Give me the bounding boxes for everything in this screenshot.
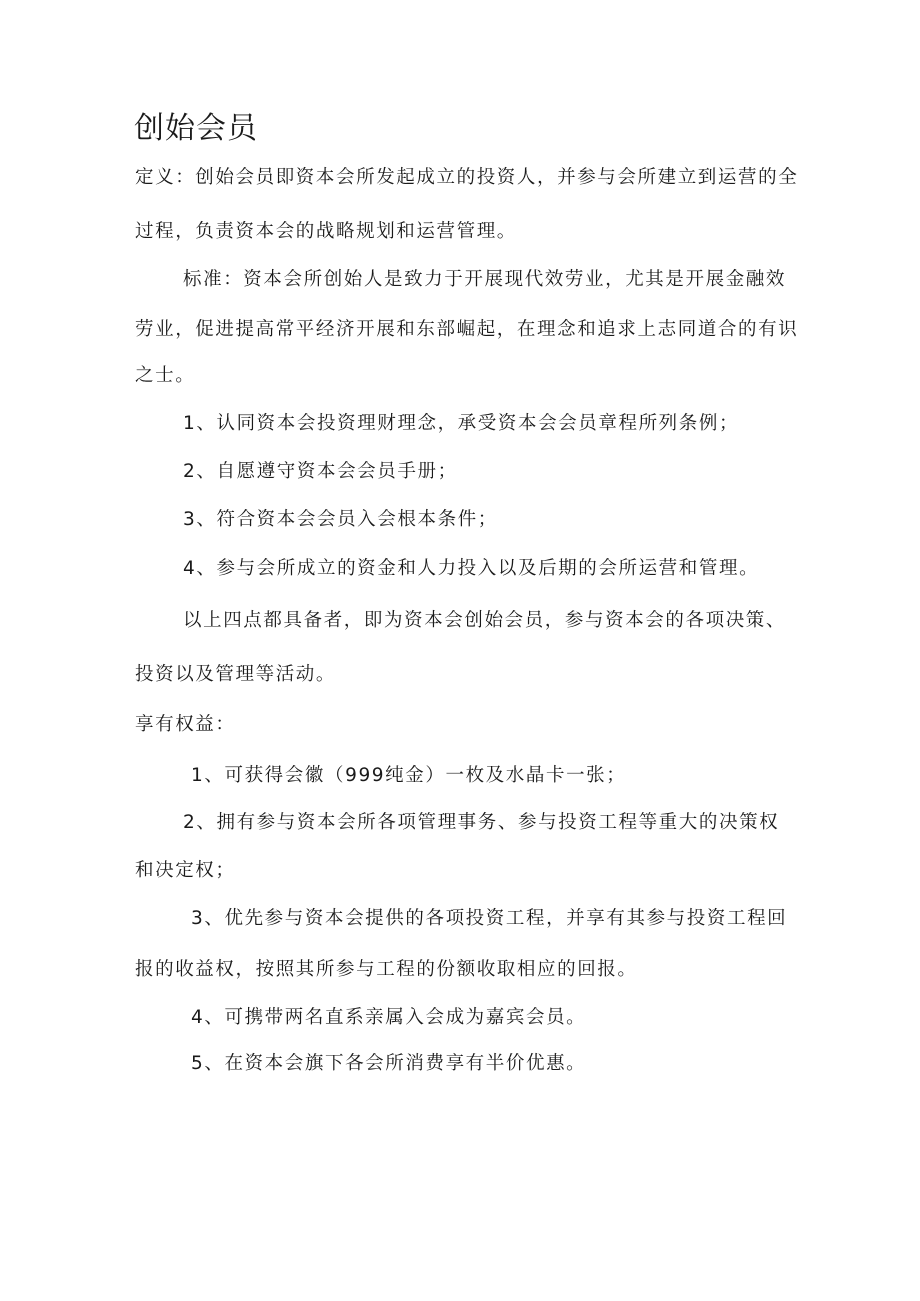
right-item-5: 5、在资本会旗下各会所消费享有半价优惠。 — [191, 1053, 587, 1074]
rights-heading: 享有权益： — [135, 714, 236, 735]
right-item-3-line-1: 3、优先参与资本会提供的各项投资工程，并享有其参与投资工程回 — [191, 908, 788, 929]
condition-item-4: 4、参与会所成立的资金和人力投入以及后期的会所运营和管理。 — [183, 558, 760, 579]
condition-item-3: 3、符合资本会会员入会根本条件； — [183, 509, 498, 530]
summary-line-1: 以上四点都具备者，即为资本会创始会员，参与资本会的各项决策、 — [183, 610, 787, 631]
condition-item-2: 2、自愿遵守资本会会员手册； — [183, 461, 458, 482]
summary-line-2: 投资以及管理等活动。 — [135, 664, 337, 685]
right-item-1: 1、可获得会徽（999纯金）一枚及水晶卡一张； — [191, 765, 627, 786]
definition-line-2: 过程，负责资本会的战略规划和运营管理。 — [135, 221, 517, 242]
standard-line-1: 标准：资本会所创始人是致力于开展现代效劳业，尤其是开展金融效 — [183, 269, 787, 290]
standard-line-2: 劳业，促进提高常平经济开展和东部崛起，在理念和追求上志同道合的有识 — [135, 319, 799, 340]
definition-line-1: 定义：创始会员即资本会所发起成立的投资人，并参与会所建立到运营的全 — [135, 167, 799, 188]
right-item-2-line-1: 2、拥有参与资本会所各项管理事务、参与投资工程等重大的决策权 — [183, 812, 780, 833]
right-item-3-line-2: 报的收益权，按照其所参与工程的份额收取相应的回报。 — [135, 959, 638, 980]
standard-line-3: 之士。 — [135, 365, 196, 386]
page-title: 创始会员 — [134, 111, 258, 146]
condition-item-1: 1、认同资本会投资理财理念，承受资本会会员章程所列条例； — [183, 413, 740, 434]
right-item-2-line-2: 和决定权； — [135, 860, 236, 881]
right-item-4: 4、可携带两名直系亲属入会成为嘉宾会员。 — [191, 1007, 587, 1028]
